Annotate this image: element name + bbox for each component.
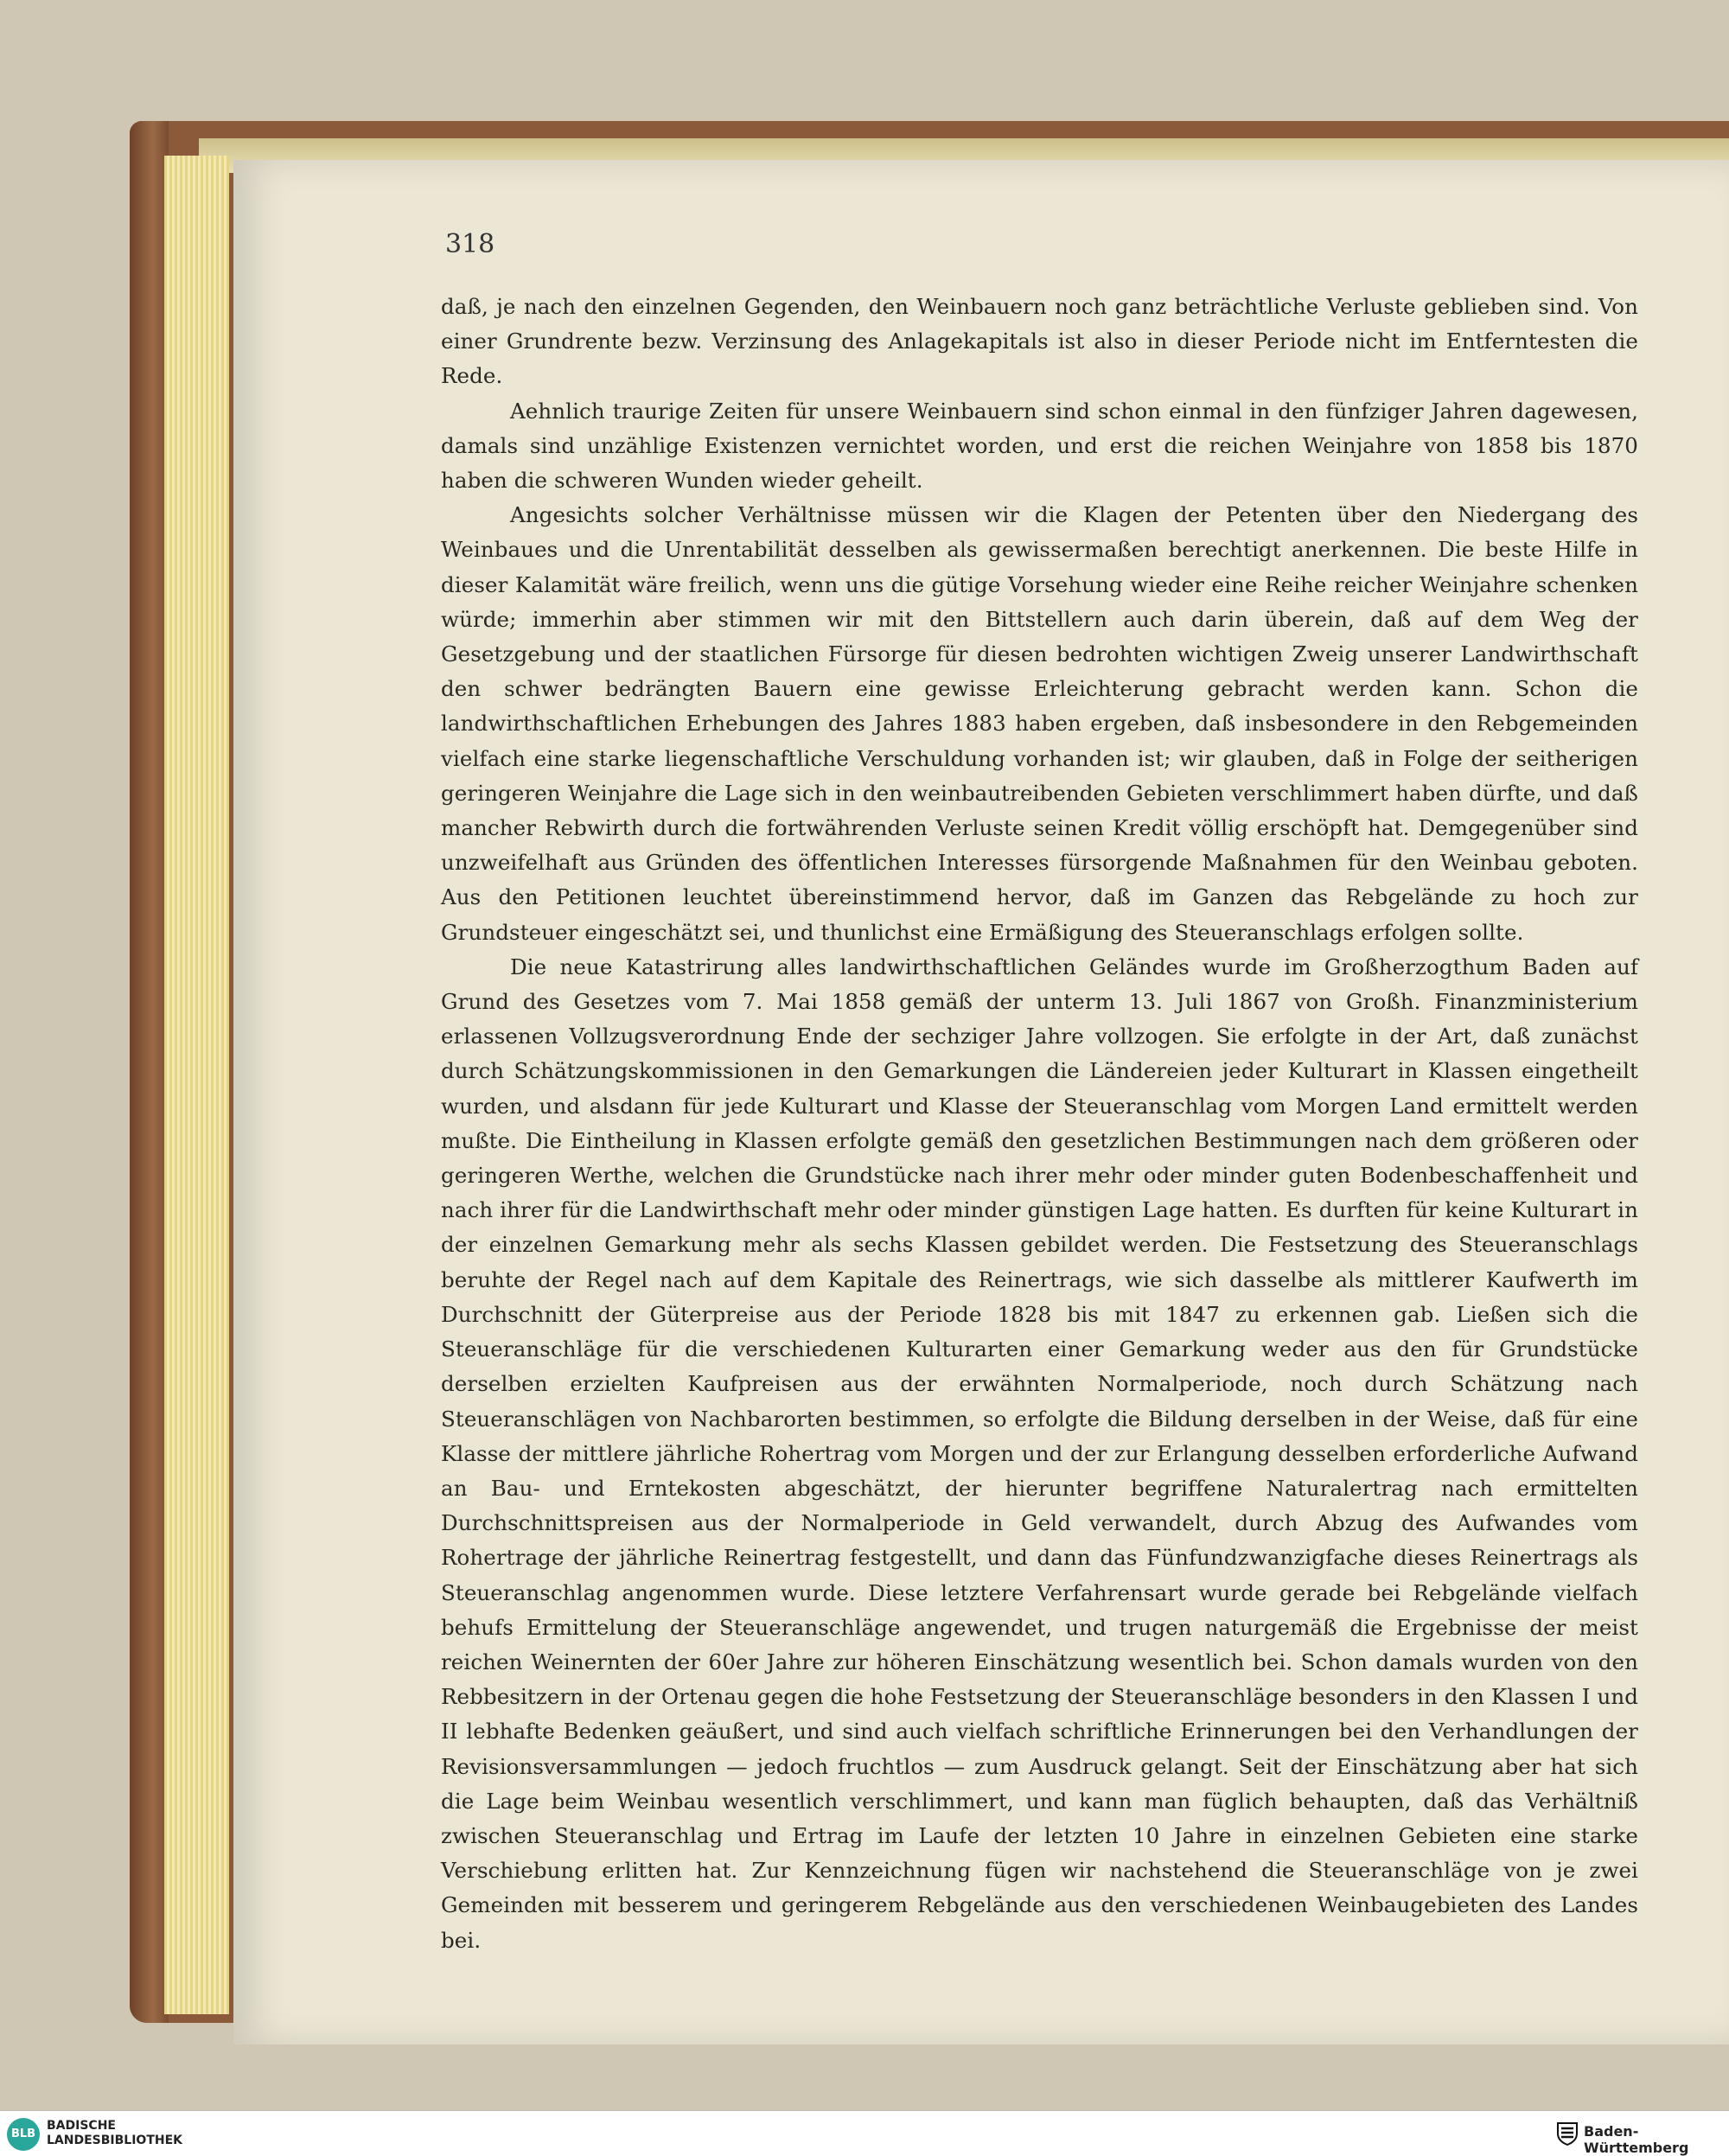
paragraph: Aehnlich traurige Zeiten für unsere Weinbauern sind schon einmal in den fünfziger Jahren dagewesen, damals sind unzählige Existenzen vernichtet worden, und erst die reichen Weinjahre von 1858 bis 1870 haben die schweren Wunden wieder geheilt. xyxy=(441,398,1638,494)
coat-of-arms-icon xyxy=(1556,2121,1579,2146)
blb-logo[interactable]: BLB xyxy=(7,2118,40,2151)
paragraph: Angesichts solcher Verhältnisse müssen wir die Klagen der Petenten über den Niedergang des Weinbaues und die Unrentabilität desselben als gewissermaßen berechtigt anerkennen. Die beste Hilfe in dieser Kalamität wäre freilich, wenn uns die gütige Vorsehung wieder eine Reihe reicher Weinjahre schenken würde; immerhin aber stimmen wir mit den Bittstellern auch darin überein, daß auf dem Weg der Gesetzgebung und der staatlichen Fürsorge für diesen bedrohten wichtigen Zweig unserer Landwirthschaft den schwer bedrängten Bauern eine gewisse Erleichterung gebracht werden kann. Schon die landwirthschaftlichen Erhebungen des Jahres 1883 haben ergeben, daß insbesondere in den Rebgemeinden vielfach eine starke liegenschaftliche Verschuldung vorhanden ist; wir glauben, daß in Folge der seitherigen geringeren Weinjahre die Lage sich in den weinbautreibenden Gebieten verschlimmert haben dürfte, und daß mancher Rebwirth durch die fortwährenden Verluste seinen Kredit völlig erschöpft hat. Demgegenüber sind unzweifelhaft aus Gründen des öffentlichen Interesses fürsorgende Maßnahmen für den Weinbau geboten. Aus den Petitionen leuchtet übereinstimmend hervor, daß im Ganzen das Rebgelände zu hoch zur Grundsteuer eingeschätzt sei, und thunlichst eine Ermäßigung des Steueranschlags erfolgen sollte. xyxy=(441,502,1638,945)
page-number: 318 xyxy=(445,229,495,259)
library-name-line2: LANDESBIBLIOTHEK xyxy=(47,2134,183,2147)
paragraph: daß, je nach den einzelnen Gegenden, den Weinbauern noch ganz beträchtliche Verluste geblieben sind. Von einer Grundrente bezw. Verzinsung des Anlagekapitals ist also in dieser Periode nicht im Entferntesten die Rede. xyxy=(441,294,1638,389)
state-label[interactable]: Baden-Württemberg xyxy=(1584,2123,1689,2156)
page-body xyxy=(441,290,1638,1958)
library-name[interactable] xyxy=(47,2119,182,2148)
paragraph: Die neue Katastrirung alles landwirthschaftlichen Geländes wurde im Großherzogthum Baden auf Grund des Gesetzes vom 7. Mai 1858 gemäß der unterm 13. Juli 1867 von Großh. Finanzministerium erlassenen Vollzugsverordnung Ende der sechziger Jahre vollzogen. Sie erfolgte in der Art, daß zunächst durch Schätzungskommissionen in den Gemarkungen die Ländereien jeder Kulturart in Klassen eingetheilt wurden, und alsdann für jede Kulturart und Klasse der Steueranschlag vom Morgen Land ermittelt werden mußte. Die Eintheilung in Klassen erfolgte gemäß den gesetzlichen Bestimmungen nach dem größeren oder geringeren Werthe, welchen die Grundstücke nach ihrer mehr oder minder guten Bodenbeschaffenheit und nach ihrer für die Landwirthschaft mehr oder minder günstigen Lage hatten. Es durften für keine Kulturart in der einzelnen Gemarkung mehr als sechs Klassen gebildet werden. Die Festsetzung des Steueranschlags beruhte der Regel nach auf dem Kapitale des Reinertrags, wie sich dasselbe als mittlerer Kaufwerth im Durchschnitt der Güterpreise aus der Periode 1828 bis mit 1847 zu erkennen gab. Ließen sich die Steueranschläge für die verschiedenen Kulturarten einer Gemarkung weder aus den für Grundstücke derselben erzielten Kaufpreisen aus der erwähnten Normalperiode, noch durch Schätzung nach Steueranschlägen von Nachbarorten bestimmen, so erfolgte die Bildung derselben in der Weise, daß für eine Klasse der mittlere jährliche Rohertrag vom Morgen und der zur Erlangung desselben erforderliche Aufwand an Bau- und Erntekosten abgeschätzt, der hierunter begriffene Naturalertrag nach ermittelten Durchschnittspreisen aus der Normalperiode in Geld verwandelt, durch Abzug des Aufwandes vom Rohertrage der jährliche Reinertrag festgestellt, und dann das Fünfundzwanzigfache dieses Reinertrags als Steueranschlag angenommen wurde. Diese letztere Verfahrensart wurde gerade bei Rebgelände vielfach behufs Ermittelung der Steueranschläge angewendet, und trugen naturgemäß die Ergebnisse der meist reichen Weinernten der 60er Jahre zur höheren Einschätzung wesentlich bei. Schon damals wurden von den Rebbesitzern in der Ortenau gegen die hohe Festsetzung der Steueranschläge besonders in den Klassen I und II lebhafte Bedenken geäußert, und sind auch vielfach schriftliche Erinnerungen bei den Verhandlungen der Revisionsversammlungen — jedoch fruchtlos — zum Ausdruck gelangt. Seit der Einschätzung aber hat sich die Lage beim Weinbau wesentlich verschlimmert, und kann man füglich behaupten, daß das Verhältniß zwischen Steueranschlag und Ertrag im Laufe der letzten 10 Jahre in einzelnen Gebieten eine starke Verschiebung erlitten hat. Zur Kennzeichnung fügen wir nachstehend die Steueranschläge von je zwei Gemeinden mit besserem und geringerem Rebgelände aus den verschiedenen Weinbaugebieten des Landes bei. xyxy=(441,954,1638,1953)
book-spine-edge xyxy=(130,121,169,2023)
page-block-edge xyxy=(164,156,229,2014)
viewer-footer xyxy=(0,2110,1729,2156)
library-name-line1: BADISCHE xyxy=(47,2119,116,2133)
